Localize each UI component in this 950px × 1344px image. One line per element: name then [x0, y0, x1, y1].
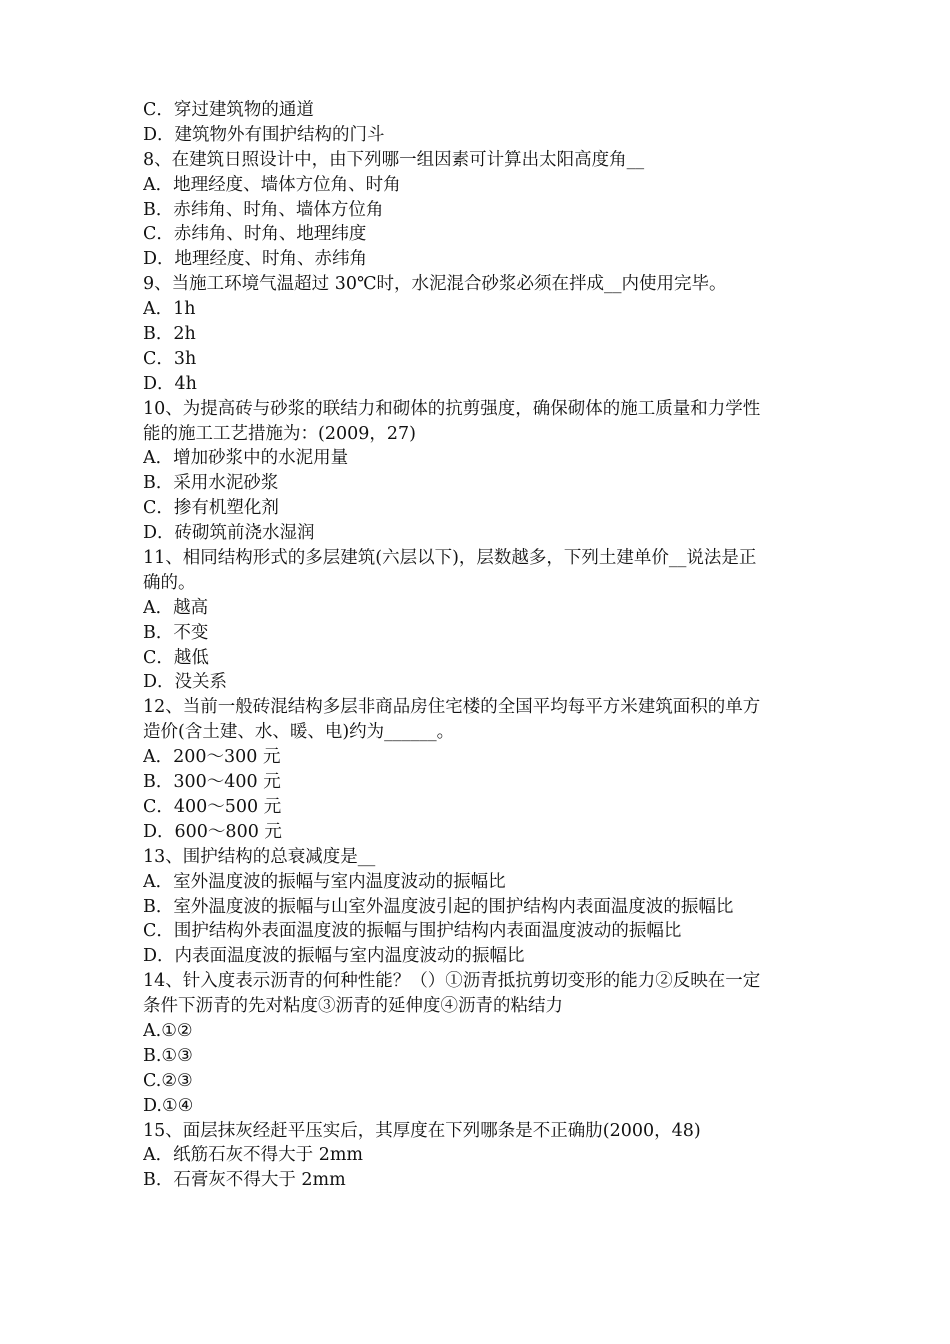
answer-option: D．4h [143, 373, 197, 394]
answer-option: B．采用水泥砂浆 [143, 473, 279, 494]
answer-option: A．越高 [143, 597, 209, 618]
question-stem: 15、面层抹灰经赶平压实后，其厚度在下列哪条是不正确肋(2000，48) [143, 1120, 701, 1141]
answer-option: A．纸筋石灰不得大于 2mm [143, 1145, 364, 1166]
question-stem: 14、针入度表示沥青的何种性能？（）①沥青抵抗剪切变形的能力②反映在一定 [143, 971, 761, 992]
answer-option: C.②③ [143, 1070, 193, 1091]
answer-option: D．600～800 元 [143, 821, 282, 842]
question-stem: 10、为提高砖与砂浆的联结力和砌体的抗剪强度，确保砌体的施工质量和力学性 [143, 398, 761, 419]
answer-option: D．地理经度、时角、赤纬角 [143, 249, 368, 270]
answer-option: B.①③ [143, 1045, 193, 1066]
answer-option: C．400～500 元 [143, 796, 282, 817]
answer-option: A.①② [143, 1020, 193, 1041]
question-stem: 8、在建筑日照设计中，由下列哪一组因素可计算出太阳高度角__ [143, 149, 645, 170]
answer-option: B．2h [143, 324, 196, 345]
question-stem: 11、相同结构形式的多层建筑(六层以下)，层数越多，下列土建单价__说法是正 [143, 548, 757, 569]
text-line: C．穿过建筑物的通道 [143, 100, 314, 120]
answer-option: A．增加砂浆中的水泥用量 [143, 448, 349, 469]
answer-option: D.①④ [143, 1095, 194, 1116]
answer-option: D．没关系 [143, 672, 228, 693]
answer-option: C．越低 [143, 647, 209, 668]
answer-option: C．赤纬角、时角、地理纬度 [143, 224, 367, 245]
question-stem: 条件下沥青的先对粘度③沥青的延伸度④沥青的粘结力 [143, 996, 563, 1017]
answer-option: C．3h [143, 348, 197, 369]
text-line: D．建筑物外有围护结构的门斗 [143, 124, 385, 145]
answer-option: A．室外温度波的振幅与室内温度波动的振幅比 [143, 871, 506, 892]
answer-option: B．300～400 元 [143, 772, 281, 793]
question-stem: 能的施工工艺措施为：(2009，27) [143, 423, 416, 444]
answer-option: A．地理经度、墙体方位角、时角 [143, 174, 401, 195]
answer-option: B．赤纬角、时角、墙体方位角 [143, 199, 384, 220]
question-stem: 9、当施工环境气温超过 30℃时，水泥混合砂浆必须在拌成__内使用完毕。 [143, 274, 727, 295]
answer-option: A．1h [143, 299, 196, 320]
answer-option: A．200～300 元 [143, 747, 281, 768]
question-stem: 确的。 [143, 572, 196, 593]
question-stem: 13、围护结构的总衰减度是__ [143, 846, 376, 867]
document-body [143, 98, 813, 1193]
answer-option: C．掺有机塑化剂 [143, 498, 279, 519]
answer-option: D．砖砌筑前浇水湿润 [143, 523, 315, 544]
question-stem: 12、当前一般砖混结构多层非商品房住宅楼的全国平均每平方米建筑面积的单方 [143, 697, 761, 718]
question-stem: 造价(含土建、水、暖、电)约为______。 [143, 722, 455, 743]
answer-option: D．内表面温度波的振幅与室内温度波动的振幅比 [143, 946, 525, 967]
answer-option: C．围护结构外表面温度波的振幅与围护结构内表面温度波动的振幅比 [143, 921, 682, 942]
answer-option: B．室外温度波的振幅与山室外温度波引起的围护结构内表面温度波的振幅比 [143, 896, 734, 917]
answer-option: B．不变 [143, 622, 209, 643]
answer-option: B．石膏灰不得大于 2mm [143, 1170, 346, 1191]
